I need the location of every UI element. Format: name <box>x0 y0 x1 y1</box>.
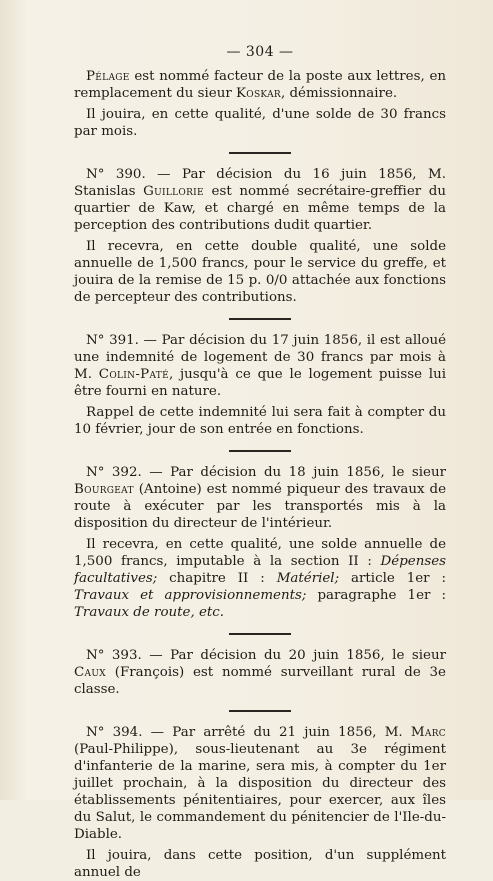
entry-paragraph <box>74 68 446 102</box>
text-run: N° 393. — Par décision du 20 juin 1856, le sieur <box>86 648 446 663</box>
entry-paragraph <box>74 332 446 400</box>
text-run: N° 391. — Par décision du 17 juin 1856, il est alloué une indemnité de logement de 30 francs par mois à M. <box>74 333 446 382</box>
text-run: est nommé facteur de la poste aux lettres, en remplacement du sieur <box>74 69 446 101</box>
entry-paragraph-continued <box>74 847 446 881</box>
entry-paragraph-continued <box>74 536 446 621</box>
text-run: (Antoine) est nommé piqueur des travaux de route à exécuter par les transportés mis à la disposition du directeur de l'intérieur. <box>74 482 446 531</box>
decision-entry <box>74 166 446 306</box>
text-run: paragraphe 1er : <box>306 588 446 603</box>
text-run: N° 390. — Par décision du 16 juin 1856, M. Stanislas <box>74 167 446 199</box>
person-name: Koskar <box>235 86 281 101</box>
text-run: Rappel de cette indemnité lui sera fait à compter du 10 février, jour de son entrée en fonctions. <box>74 405 446 437</box>
decision-entry <box>74 647 446 698</box>
entry-paragraph <box>74 166 446 234</box>
person-name: Marc <box>410 725 446 740</box>
decision-entry <box>74 332 446 438</box>
page-number: — 304 — <box>226 44 294 60</box>
section-divider <box>229 152 291 154</box>
budget-line-italic: Dépenses facultatives; <box>74 554 446 586</box>
section-divider <box>229 318 291 320</box>
text-run: , jusqu'à ce que le logement puisse lui être fourni en nature. <box>74 367 446 399</box>
entry-paragraph-continued <box>74 106 446 140</box>
text-run: N° 394. — Par arrêté du 21 juin 1856, M. <box>86 725 411 740</box>
document-body <box>74 68 446 881</box>
person-name: Pélage <box>86 69 130 84</box>
decision-entry <box>74 68 446 140</box>
entry-paragraph <box>74 464 446 532</box>
section-divider <box>229 710 291 712</box>
entry-paragraph-continued <box>74 238 446 306</box>
text-run: Il recevra, en cette qualité, une solde annuelle de 1,500 francs, imputable à la section II : <box>74 537 446 569</box>
decision-entry <box>74 464 446 621</box>
section-divider <box>229 633 291 635</box>
text-run: chapitre II : <box>157 571 277 586</box>
text-run: est nommé secrétaire-greffier du quartier de Kaw, et chargé en même temps de la perception des contributions dudit quartier. <box>74 184 446 233</box>
text-run: N° 392. — Par décision du 18 juin 1856, le sieur <box>86 465 446 480</box>
entry-paragraph-continued <box>74 404 446 438</box>
text-run: (Paul-Philippe), sous-lieutenant au 3e régiment d'infanterie de la marine, sera mis, à compter du 1er juillet prochain, à la disposition du directeur des établissements pénitentiaires, pour exercer, aux îles du Salut, le commandement du pénitencier de l'Ile-du-Diable. <box>74 742 446 842</box>
budget-line-italic: Travaux de route, etc. <box>74 605 225 620</box>
person-name: Colin-Paté <box>98 367 169 382</box>
budget-line-italic: Matériel; <box>276 571 340 586</box>
person-name: Bourgeat <box>74 482 134 497</box>
person-name: Guillorie <box>143 184 204 199</box>
text-run: article 1er : <box>339 571 446 586</box>
text-run: Il recevra, en cette double qualité, une solde annuelle de 1,500 francs, pour le service du greffe, et jouira de la remise de 15 p. 0/0 attachée aux fonctions de percepteur des contributions. <box>74 239 446 305</box>
entry-paragraph <box>74 724 446 843</box>
section-divider <box>229 450 291 452</box>
person-name: Caux <box>74 665 106 680</box>
text-run: , démissionnaire. <box>280 86 398 101</box>
budget-line-italic: Travaux et approvisionnements; <box>74 588 307 603</box>
decision-entry <box>74 724 446 881</box>
entry-paragraph <box>74 647 446 698</box>
text-run: Il jouira, en cette qualité, d'une solde de 30 francs par mois. <box>74 107 446 139</box>
text-run: Il jouira, dans cette position, d'un supplément annuel de <box>74 848 446 880</box>
text-run: (François) est nommé surveillant rural de 3e classe. <box>74 665 446 697</box>
